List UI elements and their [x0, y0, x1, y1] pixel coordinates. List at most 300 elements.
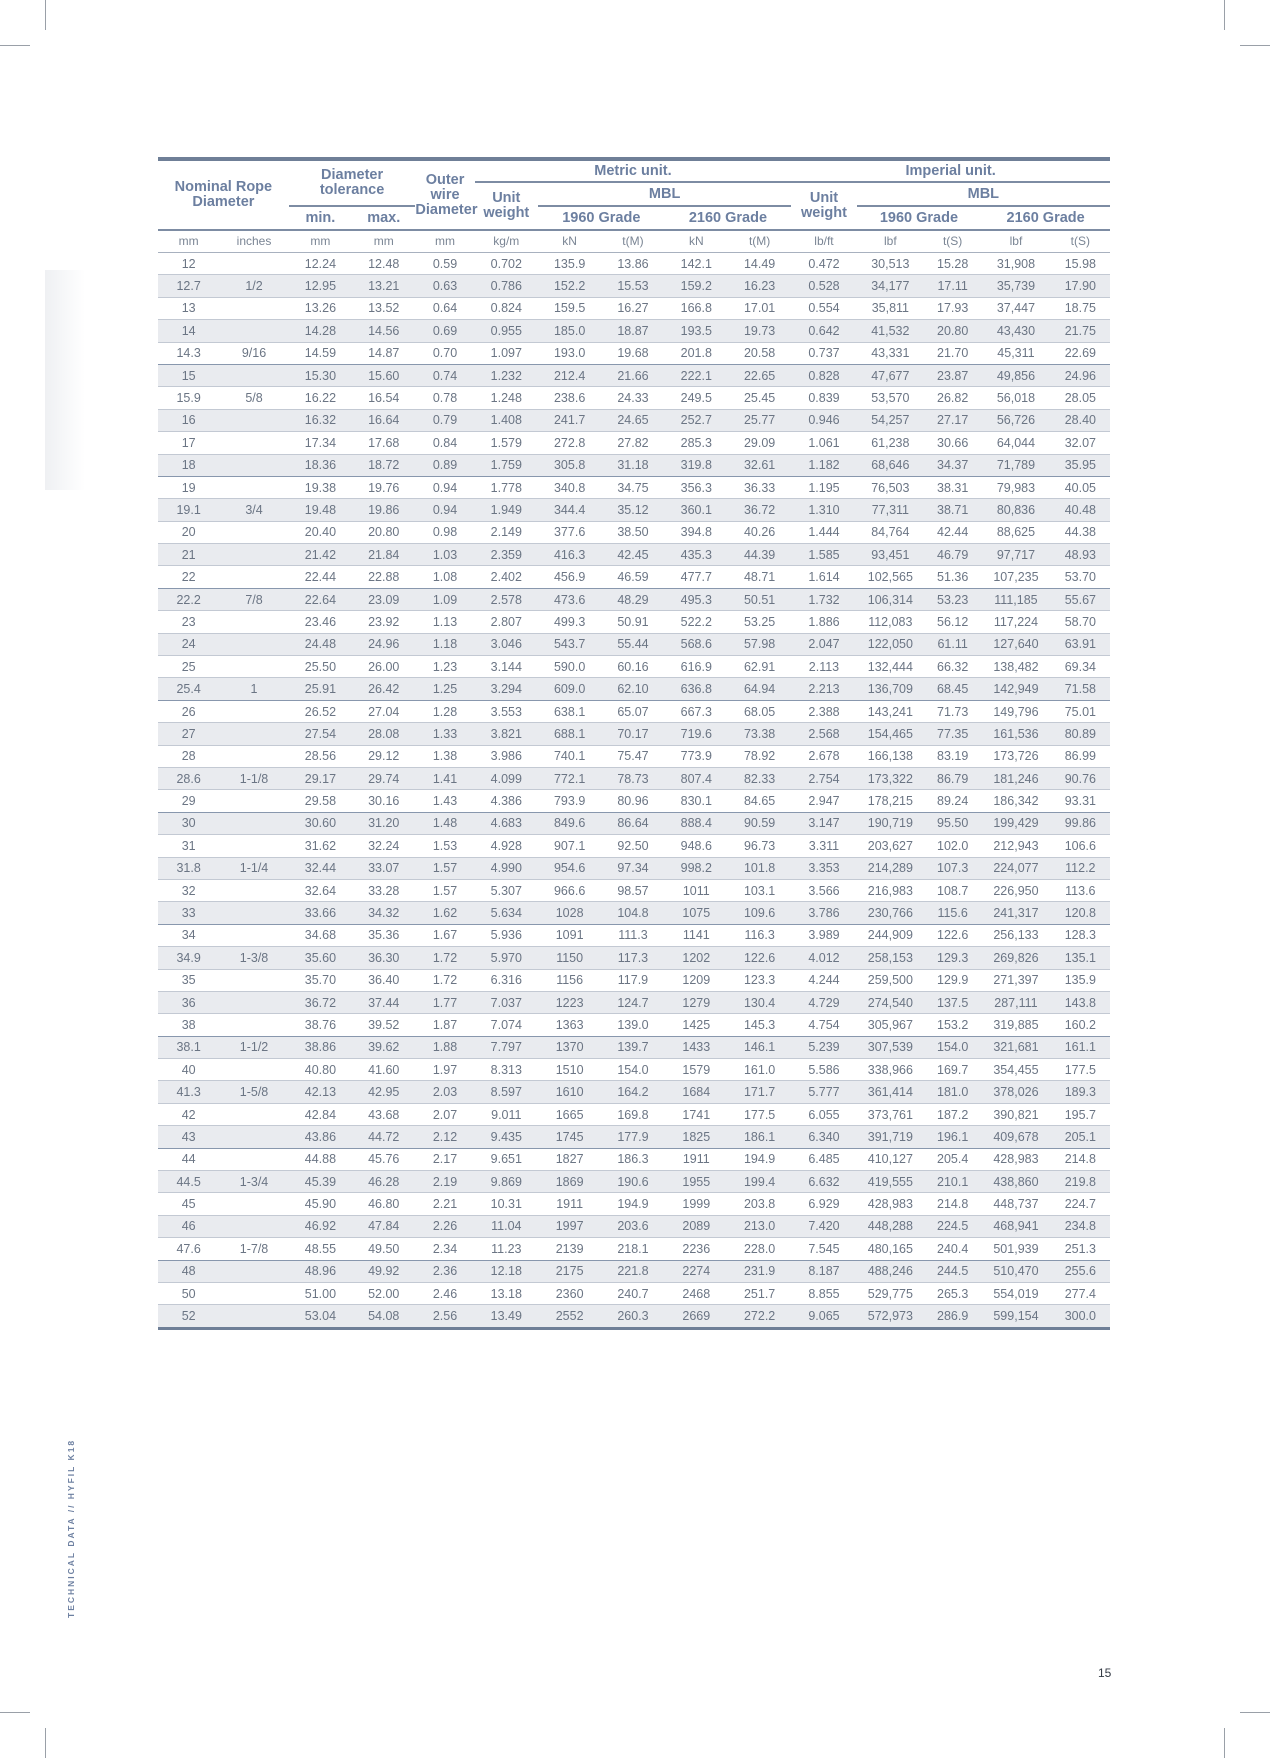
- table-cell: 33.07: [352, 857, 415, 879]
- table-cell: 64,044: [981, 432, 1050, 454]
- table-cell: 28.56: [289, 745, 352, 767]
- table-cell: 2.754: [791, 767, 856, 789]
- table-cell: 15.53: [601, 275, 664, 297]
- table-cell: 123.3: [728, 969, 791, 991]
- table-cell: 31.8: [158, 857, 219, 879]
- table-cell: [219, 812, 288, 834]
- table-cell: 102,565: [857, 566, 924, 588]
- table-cell: 0.59: [415, 253, 474, 275]
- table-cell: 2.359: [475, 544, 538, 566]
- table-cell: 3.986: [475, 745, 538, 767]
- table-cell: 51.36: [924, 566, 981, 588]
- table-cell: 90.76: [1051, 767, 1110, 789]
- table-cell: 16.32: [289, 409, 352, 431]
- table-cell: 166.8: [665, 297, 728, 319]
- crop-mark: [0, 45, 30, 46]
- table-cell: 15.28: [924, 253, 981, 275]
- table-cell: 3.144: [475, 656, 538, 678]
- table-cell: 214.8: [1051, 1148, 1110, 1170]
- table-cell: 46.59: [601, 566, 664, 588]
- table-cell: 2360: [538, 1282, 601, 1304]
- table-cell: 394.8: [665, 521, 728, 543]
- table-cell: 32: [158, 879, 219, 901]
- table-cell: 43,331: [857, 342, 924, 364]
- table-cell: 319,885: [981, 1014, 1050, 1036]
- unit-cell: t(S): [1051, 230, 1110, 253]
- table-cell: 269,826: [981, 947, 1050, 969]
- table-cell: 117.3: [601, 947, 664, 969]
- table-cell: 48.93: [1051, 544, 1110, 566]
- table-cell: 238.6: [538, 387, 601, 409]
- table-cell: 27: [158, 723, 219, 745]
- table-cell: 321,681: [981, 1036, 1050, 1058]
- table-cell: [219, 1215, 288, 1237]
- unit-cell: kN: [538, 230, 601, 253]
- table-cell: 68,646: [857, 454, 924, 476]
- table-row: [158, 1238, 1110, 1260]
- table-cell: 80,836: [981, 499, 1050, 521]
- table-cell: 143.8: [1051, 991, 1110, 1013]
- table-cell: 7.037: [475, 991, 538, 1013]
- table-cell: [219, 1193, 288, 1215]
- table-cell: 46.79: [924, 544, 981, 566]
- table-cell: 3.553: [475, 700, 538, 722]
- table-cell: 224,077: [981, 857, 1050, 879]
- table-cell: 0.84: [415, 432, 474, 454]
- table-cell: 378,026: [981, 1081, 1050, 1103]
- table-cell: 15.98: [1051, 253, 1110, 275]
- table-cell: 510,470: [981, 1260, 1050, 1282]
- table-cell: 11.23: [475, 1238, 538, 1260]
- table-cell: 71.73: [924, 700, 981, 722]
- table-cell: 19.38: [289, 476, 352, 498]
- table-cell: 89.24: [924, 790, 981, 812]
- table-cell: 1028: [538, 902, 601, 924]
- table-cell: 22: [158, 566, 219, 588]
- table-cell: 428,983: [981, 1148, 1050, 1170]
- table-cell: 77.35: [924, 723, 981, 745]
- table-row: [158, 1260, 1110, 1282]
- table-cell: 1579: [665, 1059, 728, 1081]
- table-cell: 203.8: [728, 1193, 791, 1215]
- table-cell: 5.777: [791, 1081, 856, 1103]
- header-metric-unit-weight: Unit weight: [483, 190, 530, 221]
- table-cell: 1.182: [791, 454, 856, 476]
- table-cell: 6.340: [791, 1126, 856, 1148]
- table-cell: 70.17: [601, 723, 664, 745]
- table-cell: 196.1: [924, 1126, 981, 1148]
- table-cell: 37,447: [981, 297, 1050, 319]
- table-cell: 20: [158, 521, 219, 543]
- table-row: [158, 1148, 1110, 1170]
- table-cell: 16.64: [352, 409, 415, 431]
- table-row: [158, 432, 1110, 454]
- table-cell: 177.5: [728, 1103, 791, 1125]
- table-cell: 5.970: [475, 947, 538, 969]
- table-row: [158, 1193, 1110, 1215]
- table-cell: 189.3: [1051, 1081, 1110, 1103]
- table-cell: 135.9: [538, 253, 601, 275]
- table-cell: 240.4: [924, 1238, 981, 1260]
- table-cell: 88,625: [981, 521, 1050, 543]
- table-cell: 194.9: [728, 1148, 791, 1170]
- table-cell: 154.0: [924, 1036, 981, 1058]
- table-cell: 0.786: [475, 275, 538, 297]
- table-cell: 34.9: [158, 947, 219, 969]
- table-cell: 13.21: [352, 275, 415, 297]
- table-cell: 260.3: [601, 1305, 664, 1328]
- table-row: [158, 275, 1110, 297]
- table-cell: 409,678: [981, 1126, 1050, 1148]
- table-cell: 36.33: [728, 476, 791, 498]
- table-cell: 7.074: [475, 1014, 538, 1036]
- table-cell: 499.3: [538, 611, 601, 633]
- table-cell: 3.821: [475, 723, 538, 745]
- table-cell: 35.12: [601, 499, 664, 521]
- table-cell: 5.307: [475, 879, 538, 901]
- table-cell: [219, 432, 288, 454]
- table-cell: 48.71: [728, 566, 791, 588]
- table-cell: 22.44: [289, 566, 352, 588]
- table-cell: 231.9: [728, 1260, 791, 1282]
- table-cell: 277.4: [1051, 1282, 1110, 1304]
- table-cell: 448,737: [981, 1193, 1050, 1215]
- table-cell: 64.94: [728, 678, 791, 700]
- table-cell: 24.96: [352, 633, 415, 655]
- table-cell: 103.1: [728, 879, 791, 901]
- table-cell: 145.3: [728, 1014, 791, 1036]
- table-cell: 1.28: [415, 700, 474, 722]
- table-cell: 80.96: [601, 790, 664, 812]
- table-cell: 218.1: [601, 1238, 664, 1260]
- table-cell: 529,775: [857, 1282, 924, 1304]
- table-cell: 28: [158, 745, 219, 767]
- table-cell: 966.6: [538, 879, 601, 901]
- table-row: [158, 678, 1110, 700]
- table-cell: 480,165: [857, 1238, 924, 1260]
- table-cell: [219, 320, 288, 342]
- header-imperial-unit-weight: Unit weight: [801, 190, 847, 221]
- table-cell: 38.71: [924, 499, 981, 521]
- table-cell: 0.89: [415, 454, 474, 476]
- table-cell: 33.28: [352, 879, 415, 901]
- table-cell: 169.7: [924, 1059, 981, 1081]
- table-cell: 53.70: [1051, 566, 1110, 588]
- table-cell: 0.472: [791, 253, 856, 275]
- table-cell: 106.6: [1051, 835, 1110, 857]
- table-cell: 1: [219, 678, 288, 700]
- table-cell: 30.16: [352, 790, 415, 812]
- table-cell: 69.34: [1051, 656, 1110, 678]
- table-cell: 53.23: [924, 588, 981, 610]
- table-cell: 0.98: [415, 521, 474, 543]
- table-cell: 0.78: [415, 387, 474, 409]
- table-row: [158, 297, 1110, 319]
- table-cell: 740.1: [538, 745, 601, 767]
- table-cell: 9.435: [475, 1126, 538, 1148]
- table-cell: 1.87: [415, 1014, 474, 1036]
- table-cell: 135.1: [1051, 947, 1110, 969]
- table-cell: 112.2: [1051, 857, 1110, 879]
- table-cell: 109.6: [728, 902, 791, 924]
- unit-cell: t(M): [601, 230, 664, 253]
- table-cell: 590.0: [538, 656, 601, 678]
- table-cell: 4.386: [475, 790, 538, 812]
- table-cell: 31.20: [352, 812, 415, 834]
- table-cell: 27.82: [601, 432, 664, 454]
- table-cell: 0.94: [415, 476, 474, 498]
- table-cell: 16: [158, 409, 219, 431]
- table-cell: 1.614: [791, 566, 856, 588]
- table-cell: 56,018: [981, 387, 1050, 409]
- table-cell: 1.38: [415, 745, 474, 767]
- unit-cell: kg/m: [475, 230, 538, 253]
- table-cell: 42.95: [352, 1081, 415, 1103]
- table-cell: 86.64: [601, 812, 664, 834]
- table-cell: 4.928: [475, 835, 538, 857]
- table-cell: 159.2: [665, 275, 728, 297]
- table-cell: 23: [158, 611, 219, 633]
- table-cell: 14.28: [289, 320, 352, 342]
- table-cell: 1745: [538, 1126, 601, 1148]
- table-row: [158, 253, 1110, 275]
- unit-cell: lbf: [981, 230, 1050, 253]
- table-row: [158, 1171, 1110, 1193]
- table-cell: 0.702: [475, 253, 538, 275]
- table-cell: 34.32: [352, 902, 415, 924]
- table-cell: 36.30: [352, 947, 415, 969]
- table-row: [158, 767, 1110, 789]
- table-cell: 36: [158, 991, 219, 1013]
- table-cell: 0.737: [791, 342, 856, 364]
- table-cell: 50: [158, 1282, 219, 1304]
- table-cell: [219, 700, 288, 722]
- table-cell: 35,739: [981, 275, 1050, 297]
- table-cell: 1.949: [475, 499, 538, 521]
- table-cell: 15.30: [289, 364, 352, 386]
- table-cell: 22.64: [289, 588, 352, 610]
- table-cell: 12.24: [289, 253, 352, 275]
- table-row: [158, 566, 1110, 588]
- table-cell: 373,761: [857, 1103, 924, 1125]
- table-cell: 49.92: [352, 1260, 415, 1282]
- table-cell: 4.754: [791, 1014, 856, 1036]
- table-cell: 356.3: [665, 476, 728, 498]
- table-cell: 31,908: [981, 253, 1050, 275]
- table-cell: [219, 297, 288, 319]
- table-cell: 2552: [538, 1305, 601, 1328]
- table-cell: 154,465: [857, 723, 924, 745]
- table-cell: 1091: [538, 924, 601, 946]
- table-cell: 139.0: [601, 1014, 664, 1036]
- table-cell: 50.51: [728, 588, 791, 610]
- table-cell: 16.27: [601, 297, 664, 319]
- table-cell: 287,111: [981, 991, 1050, 1013]
- table-cell: 998.2: [665, 857, 728, 879]
- table-cell: 1-1/8: [219, 767, 288, 789]
- table-cell: 193.5: [665, 320, 728, 342]
- table-cell: [219, 1014, 288, 1036]
- unit-cell: mm: [415, 230, 474, 253]
- table-cell: 203,627: [857, 835, 924, 857]
- table-cell: 477.7: [665, 566, 728, 588]
- table-cell: 0.824: [475, 297, 538, 319]
- table-cell: 21.42: [289, 544, 352, 566]
- table-cell: 31.62: [289, 835, 352, 857]
- table-cell: 153.2: [924, 1014, 981, 1036]
- table-cell: 17: [158, 432, 219, 454]
- table-cell: 1-1/4: [219, 857, 288, 879]
- table-cell: 1075: [665, 902, 728, 924]
- table-cell: 12.95: [289, 275, 352, 297]
- table-cell: 1.57: [415, 857, 474, 879]
- table-cell: 319.8: [665, 454, 728, 476]
- table-cell: 1/2: [219, 275, 288, 297]
- table-cell: 1.62: [415, 902, 474, 924]
- table-cell: [219, 364, 288, 386]
- table-cell: 360.1: [665, 499, 728, 521]
- table-row: [158, 476, 1110, 498]
- table-cell: 139.7: [601, 1036, 664, 1058]
- table-cell: 101.8: [728, 857, 791, 879]
- table-cell: 1.248: [475, 387, 538, 409]
- table-cell: 66.32: [924, 656, 981, 678]
- table-cell: 1825: [665, 1126, 728, 1148]
- table-cell: 96.73: [728, 835, 791, 857]
- table-cell: 2.26: [415, 1215, 474, 1237]
- table-row: [158, 991, 1110, 1013]
- table-cell: 0.839: [791, 387, 856, 409]
- table-cell: 0.74: [415, 364, 474, 386]
- table-body: [158, 253, 1110, 1329]
- table-cell: 272.2: [728, 1305, 791, 1328]
- table-cell: 5.586: [791, 1059, 856, 1081]
- table-cell: 1999: [665, 1193, 728, 1215]
- unit-cell: t(S): [924, 230, 981, 253]
- table-cell: [219, 544, 288, 566]
- table-cell: 0.79: [415, 409, 474, 431]
- table-cell: 1.061: [791, 432, 856, 454]
- table-cell: 2.213: [791, 678, 856, 700]
- table-cell: 15.9: [158, 387, 219, 409]
- table-cell: 234.8: [1051, 1215, 1110, 1237]
- table-cell: 104.8: [601, 902, 664, 924]
- table-cell: 43: [158, 1126, 219, 1148]
- table-cell: 1202: [665, 947, 728, 969]
- table-cell: 33: [158, 902, 219, 924]
- table-cell: 161.1: [1051, 1036, 1110, 1058]
- table-cell: 1.03: [415, 544, 474, 566]
- unit-cell: mm: [289, 230, 352, 253]
- table-cell: 13.86: [601, 253, 664, 275]
- table-cell: 38.50: [601, 521, 664, 543]
- table-cell: 13.26: [289, 297, 352, 319]
- table-cell: [219, 633, 288, 655]
- table-cell: 2.047: [791, 633, 856, 655]
- unit-cell: mm: [352, 230, 415, 253]
- table-cell: 1741: [665, 1103, 728, 1125]
- table-cell: 1610: [538, 1081, 601, 1103]
- table-cell: 38.1: [158, 1036, 219, 1058]
- table-cell: 9.869: [475, 1171, 538, 1193]
- table-cell: 29.09: [728, 432, 791, 454]
- table-cell: 25.77: [728, 409, 791, 431]
- table-cell: 90.59: [728, 812, 791, 834]
- table-cell: 9.065: [791, 1305, 856, 1328]
- table-cell: 36.72: [728, 499, 791, 521]
- table-cell: 39.62: [352, 1036, 415, 1058]
- table-cell: 638.1: [538, 700, 601, 722]
- table-cell: [219, 745, 288, 767]
- table-row: [158, 1059, 1110, 1081]
- table-cell: 112,083: [857, 611, 924, 633]
- table-cell: 3.353: [791, 857, 856, 879]
- table-cell: 830.1: [665, 790, 728, 812]
- table-cell: 241,317: [981, 902, 1050, 924]
- table-row: [158, 745, 1110, 767]
- spec-table-wrapper: [158, 157, 1110, 1330]
- table-cell: 2.07: [415, 1103, 474, 1125]
- table-cell: 177.9: [601, 1126, 664, 1148]
- table-cell: 286.9: [924, 1305, 981, 1328]
- table-cell: 97.34: [601, 857, 664, 879]
- table-cell: 212,943: [981, 835, 1050, 857]
- table-cell: 71.58: [1051, 678, 1110, 700]
- table-cell: 32.64: [289, 879, 352, 901]
- table-cell: 149,796: [981, 700, 1050, 722]
- table-cell: 251.3: [1051, 1238, 1110, 1260]
- table-cell: 159.5: [538, 297, 601, 319]
- table-cell: 0.528: [791, 275, 856, 297]
- table-cell: 43.86: [289, 1126, 352, 1148]
- table-cell: 19.48: [289, 499, 352, 521]
- table-cell: 40.26: [728, 521, 791, 543]
- sidebar-label: TECHNICAL DATA // HYFIL K18: [66, 1438, 76, 1618]
- table-cell: 108.7: [924, 879, 981, 901]
- table-cell: 2.03: [415, 1081, 474, 1103]
- table-cell: 160.2: [1051, 1014, 1110, 1036]
- table-cell: 117.9: [601, 969, 664, 991]
- table-cell: 40.48: [1051, 499, 1110, 521]
- table-cell: 203.6: [601, 1215, 664, 1237]
- table-cell: 107,235: [981, 566, 1050, 588]
- table-cell: 1.232: [475, 364, 538, 386]
- table-cell: 199,429: [981, 812, 1050, 834]
- table-cell: 178,215: [857, 790, 924, 812]
- table-cell: 271,397: [981, 969, 1050, 991]
- table-cell: 16.23: [728, 275, 791, 297]
- header-metric-unit: Metric unit.: [475, 159, 792, 182]
- table-cell: 138,482: [981, 656, 1050, 678]
- table-cell: 4.683: [475, 812, 538, 834]
- table-cell: 1223: [538, 991, 601, 1013]
- table-cell: 501,939: [981, 1238, 1050, 1260]
- table-cell: 116.3: [728, 924, 791, 946]
- table-cell: 9.011: [475, 1103, 538, 1125]
- table-cell: 307,539: [857, 1036, 924, 1058]
- table-cell: 33.66: [289, 902, 352, 924]
- table-cell: [219, 1103, 288, 1125]
- table-cell: 2.402: [475, 566, 538, 588]
- table-cell: 8.187: [791, 1260, 856, 1282]
- table-cell: 93,451: [857, 544, 924, 566]
- table-cell: [219, 521, 288, 543]
- table-cell: 154.0: [601, 1059, 664, 1081]
- table-cell: 5/8: [219, 387, 288, 409]
- table-cell: 34.75: [601, 476, 664, 498]
- table-cell: 390,821: [981, 1103, 1050, 1125]
- table-cell: 56,726: [981, 409, 1050, 431]
